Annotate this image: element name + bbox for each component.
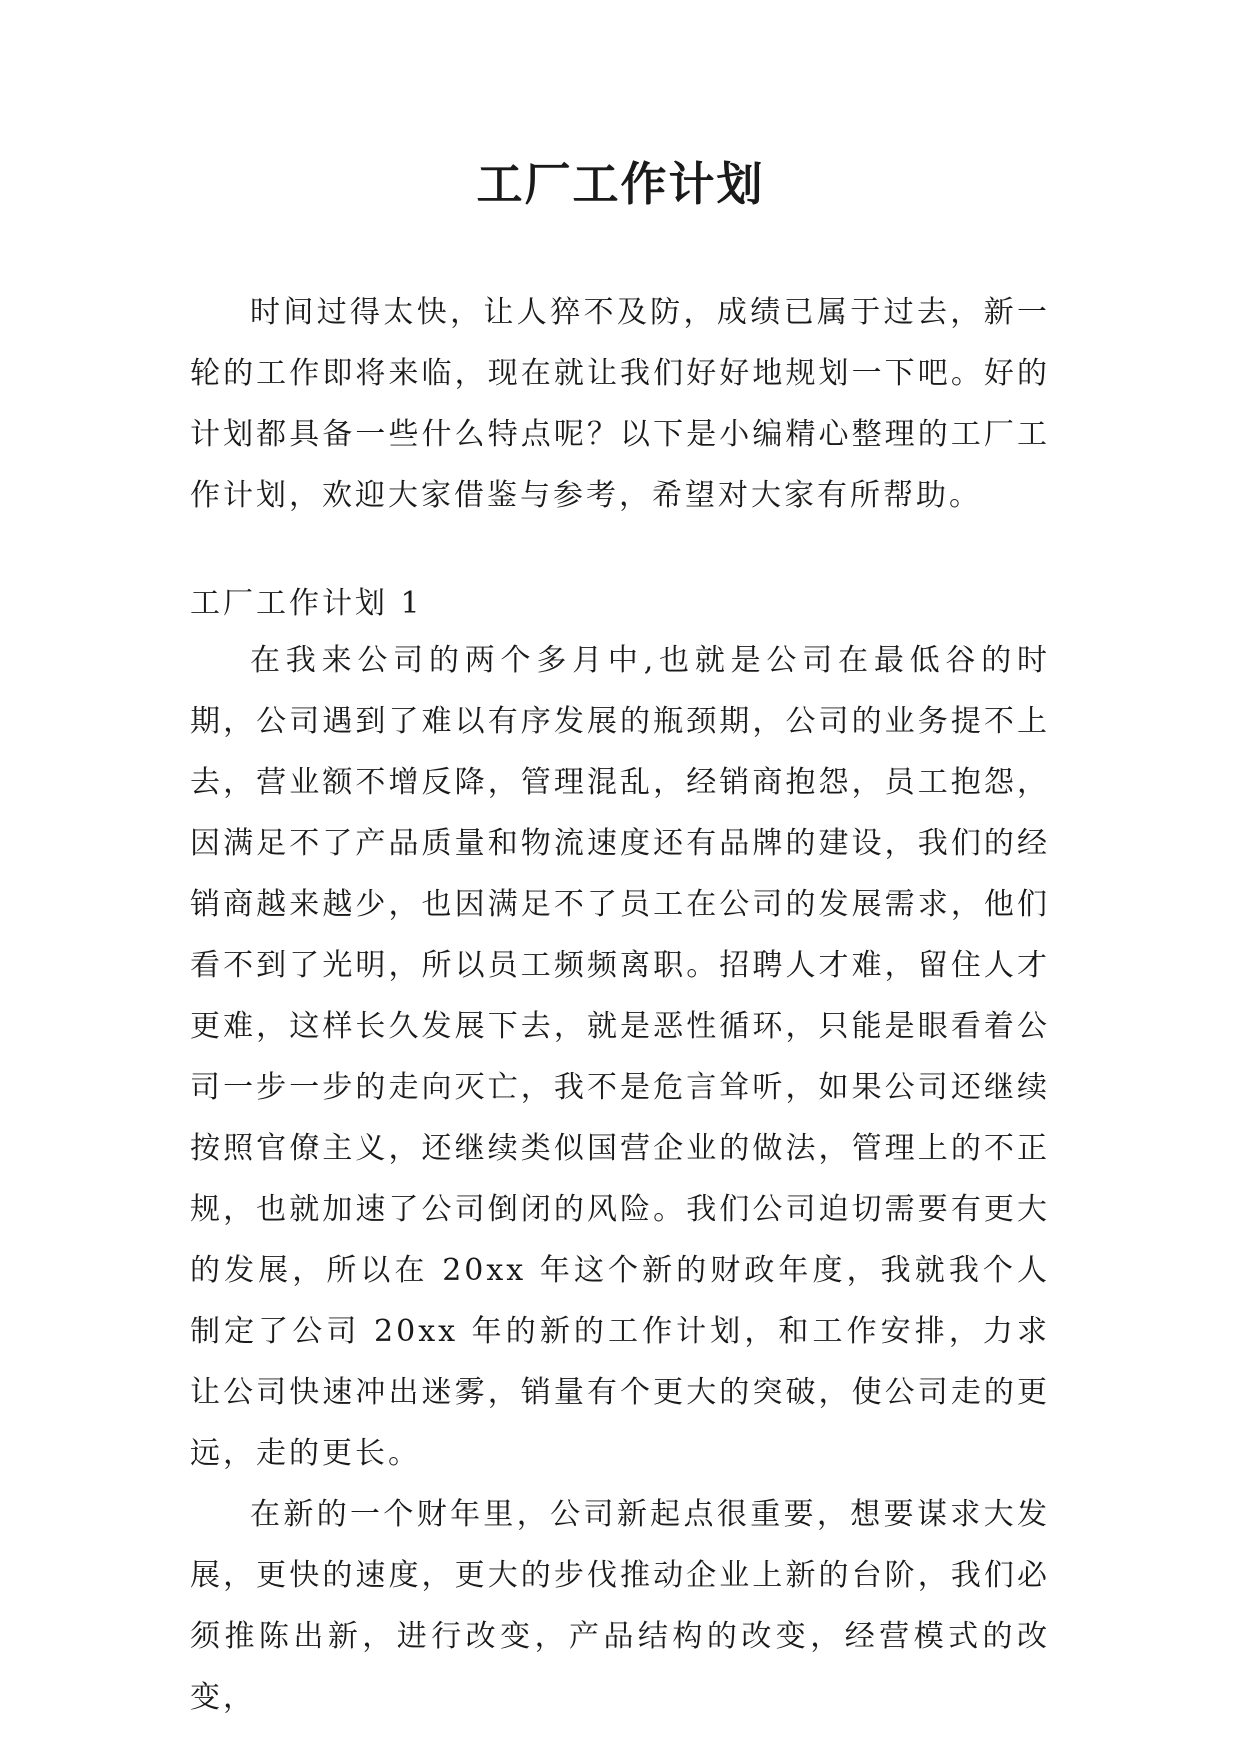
section-body [190,630,1050,1728]
section-paragraph: 在我来公司的两个多月中,也就是公司在最低谷的时期，公司遇到了难以有序发展的瓶颈期，公司的业务提不上去，营业额不增反降，管理混乱，经销商抱怨，员工抱怨，因满足不了产品质量和物流速度还有品牌的建设，我们的经销商越来越少，也因满足不了员工在公司的发展需求，他们看不到了光明，所以员工频频离职。招聘人才难，留住人才更难，这样长久发展下去，就是恶性循环，只能是眼看着公司一步一步的走向灭亡，我不是危言耸听，如果公司还继续按照官僚主义，还继续类似国营企业的做法，管理上的不正规，也就加速了公司倒闭的风险。我们公司迫切需要有更大的发展，所以在 20xx 年这个新的财政年度，我就我个人制定了公司 20xx 年的新的工作计划，和工作安排，力求让公司快速冲出迷雾，销量有个更大的突破，使公司走的更远，走的更长。 [190,643,1050,1471]
section-heading: 工厂工作计划 1 [190,586,423,621]
section-paragraph: 在新的一个财年里，公司新起点很重要，想要谋求大发展，更快的速度，更大的步伐推动企业上新的台阶，我们必须推陈出新，进行改变，产品结构的改变，经营模式的改变， [190,1497,1050,1715]
document-title: 工厂工作计划 [476,157,765,211]
intro-section [190,282,1050,526]
intro-paragraph: 时间过得太快，让人猝不及防，成绩已属于过去，新一轮的工作即将来临，现在就让我们好好地规划一下吧。好的计划都具备一些什么特点呢？以下是小编精心整理的工厂工作计划，欢迎大家借鉴与参考，希望对大家有所帮助。 [190,295,1050,513]
